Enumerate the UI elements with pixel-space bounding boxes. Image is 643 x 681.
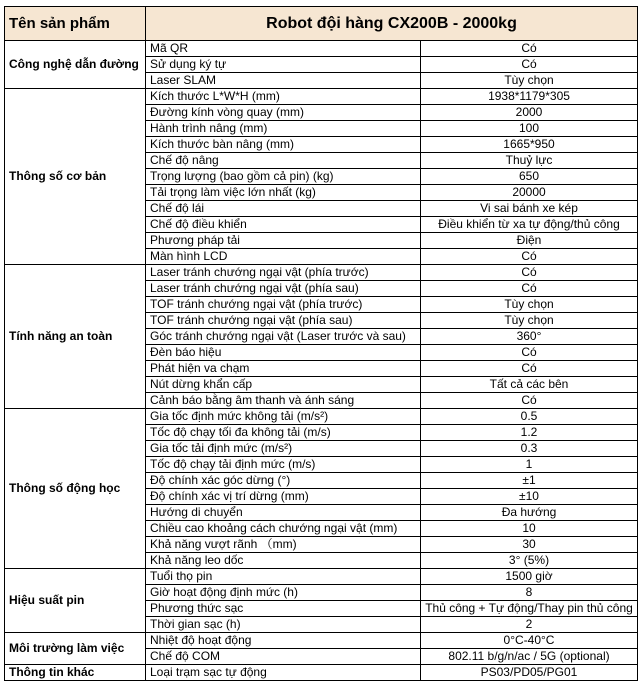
value-cell: 8	[421, 585, 638, 601]
parameter-cell: Thời gian sạc (h)	[146, 617, 421, 633]
value-cell: 30	[421, 537, 638, 553]
value-cell: 1938*1179*305	[421, 89, 638, 105]
value-cell: Tùy chọn	[421, 313, 638, 329]
parameter-cell: Gia tốc tải định mức (m/s²)	[146, 441, 421, 457]
category-cell: Thông số động học	[5, 409, 146, 569]
parameter-cell: Góc tránh chướng ngại vật (Laser trước và sau)	[146, 329, 421, 345]
category-cell: Công nghệ dẫn đường	[5, 41, 146, 89]
value-cell: Điều khiển từ xa tự động/thủ công	[421, 217, 638, 233]
value-cell: 100	[421, 121, 638, 137]
value-cell: 2	[421, 617, 638, 633]
product-name-label: Tên sản phẩm	[5, 7, 146, 41]
value-cell: 1665*950	[421, 137, 638, 153]
spec-row	[5, 665, 638, 681]
value-cell: 1	[421, 457, 638, 473]
value-cell: Có	[421, 249, 638, 265]
parameter-cell: TOF tránh chướng ngại vật (phía sau)	[146, 313, 421, 329]
value-cell: Vi sai bánh xe kép	[421, 201, 638, 217]
parameter-cell: Chiều cao khoảng cách chướng ngại vật (mm)	[146, 521, 421, 537]
parameter-cell: Trọng lượng (bao gồm cả pin) (kg)	[146, 169, 421, 185]
parameter-cell: Gia tốc định mức không tải (m/s²)	[146, 409, 421, 425]
value-cell: 0.3	[421, 441, 638, 457]
value-cell: Có	[421, 41, 638, 57]
parameter-cell: Laser tránh chướng ngại vật (phía sau)	[146, 281, 421, 297]
value-cell: Tất cả các bên	[421, 377, 638, 393]
value-cell: Có	[421, 361, 638, 377]
parameter-cell: Kích thước bàn nâng (mm)	[146, 137, 421, 153]
parameter-cell: Giờ hoạt động định mức (h)	[146, 585, 421, 601]
category-cell: Môi trường làm việc	[5, 633, 146, 665]
value-cell: 650	[421, 169, 638, 185]
value-cell: Đa hướng	[421, 505, 638, 521]
parameter-cell: Độ chính xác góc dừng (°)	[146, 473, 421, 489]
parameter-cell: Phương pháp tải	[146, 233, 421, 249]
parameter-cell: Chế độ COM	[146, 649, 421, 665]
parameter-cell: Cảnh báo bằng âm thanh và ánh sáng	[146, 393, 421, 409]
value-cell: 1500 giờ	[421, 569, 638, 585]
value-cell: Có	[421, 281, 638, 297]
value-cell: 20000	[421, 185, 638, 201]
parameter-cell: Laser SLAM	[146, 73, 421, 89]
value-cell: PS03/PD05/PG01	[421, 665, 638, 681]
parameter-cell: Chế độ điều khiển	[146, 217, 421, 233]
value-cell: ±10	[421, 489, 638, 505]
value-cell: 0.5	[421, 409, 638, 425]
parameter-cell: Khả năng leo dốc	[146, 553, 421, 569]
value-cell: Thuỷ lực	[421, 153, 638, 169]
category-cell: Hiệu suất pin	[5, 569, 146, 633]
value-cell: 360°	[421, 329, 638, 345]
parameter-cell: Mã QR	[146, 41, 421, 57]
parameter-cell: Chế độ lái	[146, 201, 421, 217]
parameter-cell: Độ chính xác vị trí dừng (mm)	[146, 489, 421, 505]
category-cell: Thông tin khác	[5, 665, 146, 681]
value-cell: 0°C-40°C	[421, 633, 638, 649]
parameter-cell: Chế độ nâng	[146, 153, 421, 169]
parameter-cell: Hành trình nâng (mm)	[146, 121, 421, 137]
spec-row	[5, 265, 638, 281]
parameter-cell: Phương thức sạc	[146, 601, 421, 617]
value-cell: Thủ công + Tự động/Thay pin thủ công	[421, 601, 638, 617]
value-cell: Có	[421, 265, 638, 281]
spec-row	[5, 41, 638, 57]
value-cell: Điện	[421, 233, 638, 249]
parameter-cell: Tải trọng làm việc lớn nhất (kg)	[146, 185, 421, 201]
category-cell: Thông số cơ bản	[5, 89, 146, 265]
parameter-cell: Màn hình LCD	[146, 249, 421, 265]
parameter-cell: Loại trạm sạc tự động	[146, 665, 421, 681]
value-cell: Có	[421, 57, 638, 73]
parameter-cell: Kích thước L*W*H (mm)	[146, 89, 421, 105]
parameter-cell: Đường kính vòng quay (mm)	[146, 105, 421, 121]
value-cell: 3° (5%)	[421, 553, 638, 569]
parameter-cell: Nhiệt độ hoạt động	[146, 633, 421, 649]
parameter-cell: Tốc độ chạy tối đa không tải (m/s)	[146, 425, 421, 441]
value-cell: Tùy chọn	[421, 73, 638, 89]
value-cell: 10	[421, 521, 638, 537]
spec-sheet	[4, 6, 638, 681]
parameter-cell: Tốc độ chạy tải định mức (m/s)	[146, 457, 421, 473]
spec-table	[4, 6, 638, 681]
parameter-cell: Khả năng vượt rãnh （mm)	[146, 537, 421, 553]
parameter-cell: Laser tránh chướng ngại vật (phía trước)	[146, 265, 421, 281]
spec-row	[5, 569, 638, 585]
value-cell: 802.11 b/g/n/ac / 5G (optional)	[421, 649, 638, 665]
spec-row	[5, 633, 638, 649]
value-cell: Có	[421, 345, 638, 361]
spec-row	[5, 409, 638, 425]
category-cell: Tính năng an toàn	[5, 265, 146, 409]
parameter-cell: Phát hiện va chạm	[146, 361, 421, 377]
parameter-cell: TOF tránh chướng ngại vật (phía trước)	[146, 297, 421, 313]
parameter-cell: Đèn báo hiệu	[146, 345, 421, 361]
header-row	[5, 7, 638, 41]
parameter-cell: Hướng di chuyển	[146, 505, 421, 521]
value-cell: Tùy chọn	[421, 297, 638, 313]
parameter-cell: Sử dụng ký tự	[146, 57, 421, 73]
product-name: Robot đội hàng CX200B - 2000kg	[146, 7, 638, 41]
value-cell: 2000	[421, 105, 638, 121]
value-cell: Có	[421, 393, 638, 409]
parameter-cell: Tuổi thọ pin	[146, 569, 421, 585]
parameter-cell: Nút dừng khẩn cấp	[146, 377, 421, 393]
spec-row	[5, 89, 638, 105]
value-cell: 1.2	[421, 425, 638, 441]
value-cell: ±1	[421, 473, 638, 489]
